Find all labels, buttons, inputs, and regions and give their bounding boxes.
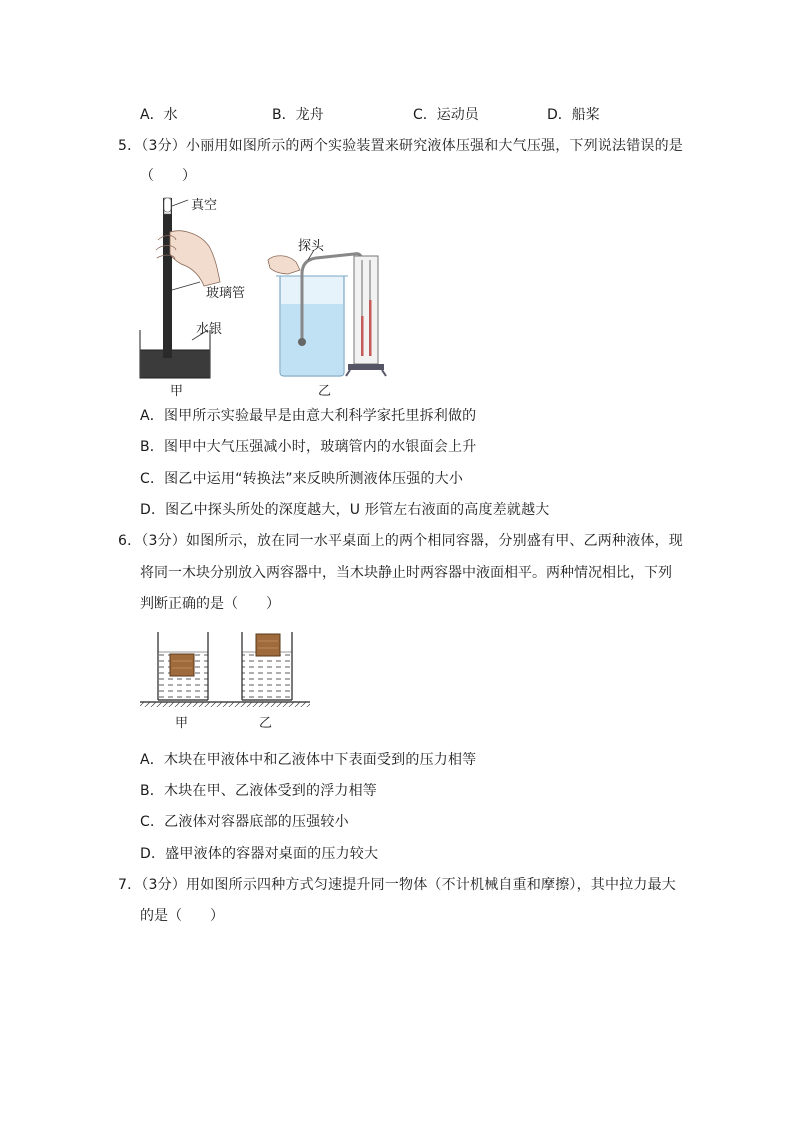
label-jia-q5: 甲 [170, 384, 184, 399]
manometer-apparatus [258, 240, 388, 380]
q7-stem-line1: 7．（3分）用如图所示四种方式匀速提升同一物体（不计机械自重和摩擦），其中拉力最大 [118, 877, 677, 893]
two-containers-figure [140, 628, 315, 713]
q4-option-d: D．船桨 [547, 107, 600, 123]
q5-option-d: D．图乙中探头所处的深度越大，U 形管左右液面的高度差就越大 [140, 502, 550, 518]
q7-stem-line2: 的是（ ） [140, 908, 224, 924]
q6-stem-line3: 判断正确的是（ ） [140, 596, 280, 612]
q6-stem-line2: 将同一木块分别放入两容器中，当木块静止时两容器中液面相平。两种情况相比，下列 [140, 565, 672, 581]
q6-option-b: B．木块在甲、乙液体受到的浮力相等 [140, 783, 378, 799]
q4-option-b: B．龙舟 [272, 107, 324, 123]
q4-option-c: C．运动员 [413, 107, 479, 123]
q5-option-c: C．图乙中运用“转换法”来反映所测液体压强的大小 [140, 471, 464, 487]
q6-option-c: C．乙液体对容器底部的压强较小 [140, 814, 349, 830]
q5-stem-line2: （ ） [140, 168, 196, 184]
label-probe: 探头 [298, 239, 325, 254]
q4-option-a: A．水 [140, 107, 178, 123]
q5-option-a: A．图甲所示实验最早是由意大利科学家托里拆利做的 [140, 408, 477, 424]
q5-stem-line1: 5．（3分）小丽用如图所示的两个实验装置来研究液体压强和大气压强，下列说法错误的是 [118, 138, 684, 154]
q6-stem-line1: 6．（3分）如图所示，放在同一水平桌面上的两个相同容器，分别盛有甲、乙两种液体，现 [118, 533, 684, 549]
label-glass-tube: 玻璃管 [206, 286, 246, 301]
label-yi-q6: 乙 [259, 716, 273, 731]
label-vacuum: 真空 [191, 198, 218, 213]
torricelli-apparatus [130, 190, 270, 390]
label-jia-q6: 甲 [175, 716, 189, 731]
label-mercury: 水银 [196, 322, 223, 337]
q5-option-b: B．图甲中大气压强减小时，玻璃管内的水银面会上升 [140, 439, 477, 455]
q6-option-d: D．盛甲液体的容器对桌面的压力较大 [140, 846, 379, 862]
q6-option-a: A．木块在甲液体中和乙液体中下表面受到的压力相等 [140, 752, 477, 768]
label-yi-q5: 乙 [318, 384, 332, 399]
